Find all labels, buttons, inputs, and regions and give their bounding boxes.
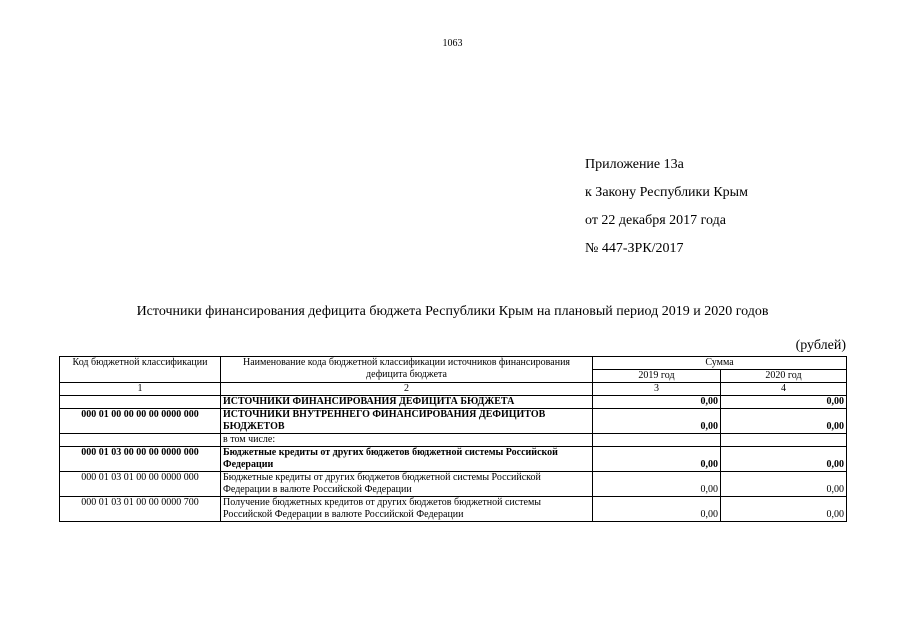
- row-code: [60, 434, 221, 447]
- column-number: 3: [593, 383, 721, 396]
- row-value-2020: 0,00: [721, 447, 847, 472]
- column-number: 2: [221, 383, 593, 396]
- header-name: Наименование кода бюджетной классификации источников финансирования дефицита бюджета: [221, 357, 593, 383]
- appendix-line-4: № 447-ЗРК/2017: [585, 241, 684, 256]
- row-value-2019: 0,00: [593, 396, 721, 409]
- appendix-line-2: к Закону Республики Крым: [585, 185, 748, 200]
- appendix-block: [585, 151, 748, 263]
- row-name: Бюджетные кредиты от других бюджетов бюджетной системы Российской Федерации в валюте Российской Федерации: [221, 472, 593, 497]
- header-2019: 2019 год: [593, 370, 721, 383]
- table-row: [60, 497, 847, 522]
- row-name: ИСТОЧНИКИ ВНУТРЕННЕГО ФИНАНСИРОВАНИЯ ДЕФИЦИТОВ БЮДЖЕТОВ: [221, 409, 593, 434]
- row-value-2020: 0,00: [721, 472, 847, 497]
- table-row: [60, 472, 847, 497]
- header-sum: Сумма: [593, 357, 847, 370]
- row-value-2019: 0,00: [593, 447, 721, 472]
- row-value-2019: 0,00: [593, 472, 721, 497]
- row-value-2020: 0,00: [721, 409, 847, 434]
- row-code: 000 01 03 01 00 00 0000 000: [60, 472, 221, 497]
- row-value-2020: 0,00: [721, 497, 847, 522]
- row-value-2020: 0,00: [721, 396, 847, 409]
- row-name: Получение бюджетных кредитов от других бюджетов бюджетной системы Российской Федерации в валюте Российской Федерации: [221, 497, 593, 522]
- column-number: 4: [721, 383, 847, 396]
- appendix-line-1: Приложение 13а: [585, 157, 684, 172]
- budget-table: [59, 356, 847, 522]
- table-header-row: [60, 357, 847, 370]
- units-label: (рублей): [795, 338, 846, 353]
- row-code: 000 01 03 00 00 00 0000 000: [60, 447, 221, 472]
- table-row: [60, 409, 847, 434]
- header-2020: 2020 год: [721, 370, 847, 383]
- column-number: 1: [60, 383, 221, 396]
- row-value-2019: 0,00: [593, 497, 721, 522]
- row-name: Бюджетные кредиты от других бюджетов бюджетной системы Российской Федерации: [221, 447, 593, 472]
- document-title: Источники финансирования дефицита бюджета Республики Крым на плановый период 2019 и 2020 годов: [136, 304, 769, 319]
- table-row: [60, 447, 847, 472]
- appendix-line-3: от 22 декабря 2017 года: [585, 213, 726, 228]
- row-value-2020: [721, 434, 847, 447]
- row-value-2019: [593, 434, 721, 447]
- column-numbers-row: [60, 383, 847, 396]
- row-name: в том числе:: [221, 434, 593, 447]
- page-number: 1063: [442, 38, 463, 49]
- row-code: 000 01 03 01 00 00 0000 700: [60, 497, 221, 522]
- row-name: ИСТОЧНИКИ ФИНАНСИРОВАНИЯ ДЕФИЦИТА БЮДЖЕТА: [221, 396, 593, 409]
- table-row: [60, 396, 847, 409]
- row-code: 000 01 00 00 00 00 0000 000: [60, 409, 221, 434]
- row-code: [60, 396, 221, 409]
- row-value-2019: 0,00: [593, 409, 721, 434]
- table-row: [60, 434, 847, 447]
- header-code: Код бюджетной классификации: [60, 357, 221, 383]
